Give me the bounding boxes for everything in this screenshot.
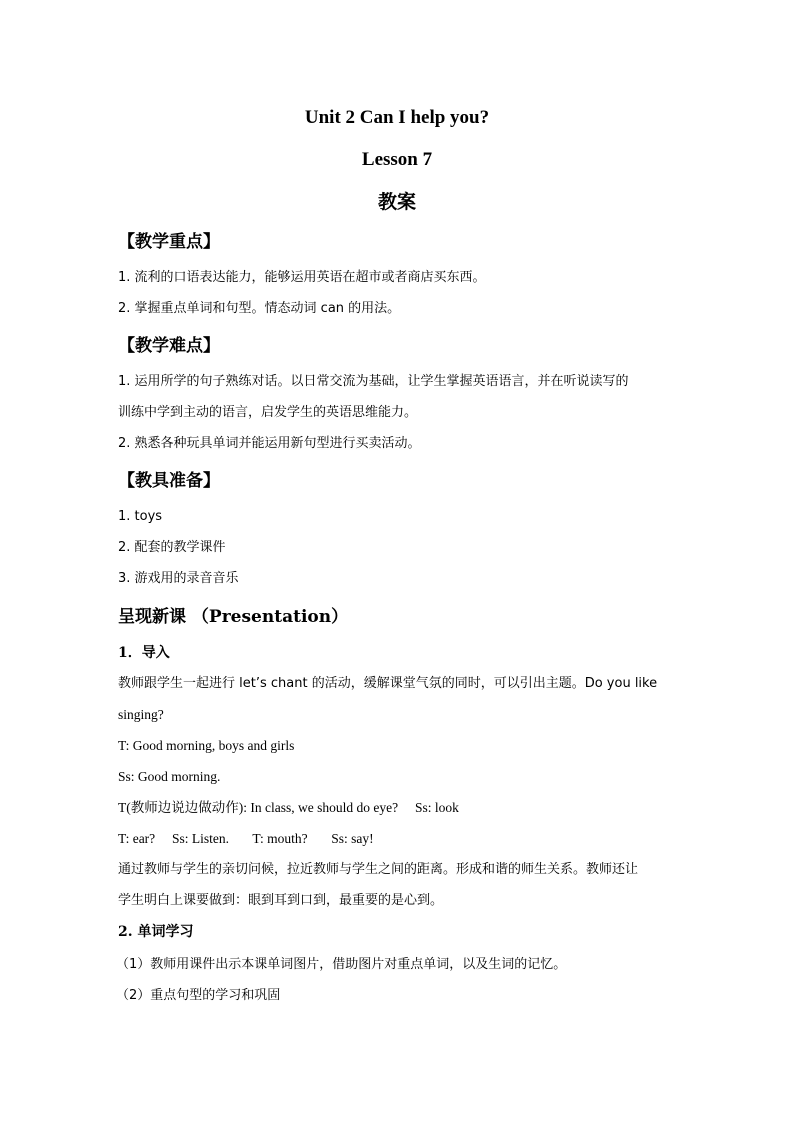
step2-line-2: （2）重点句型的学习和巩固 [116, 988, 281, 1003]
material-1: 1. toys [118, 509, 163, 524]
section-heading-materials: 【教具准备】 [118, 471, 220, 491]
material-2: 2. 配套的教学课件 [118, 540, 226, 555]
difficulty-1-line-2: 训练中学到主动的语言，启发学生的英语思维能力。 [118, 405, 418, 420]
material-3: 3. 游戏用的录音音乐 [118, 571, 239, 586]
doc-type-title: 教案 [377, 191, 416, 213]
step2-line-1: （1）教师用课件出示本课单词图片，借助图片对重点单词，以及生词的记忆。 [116, 957, 567, 972]
step1-line-6: T: ear? Ss: Listen. T: mouth? Ss: say! [118, 831, 374, 846]
step1-line-1: 教师跟学生一起进行 let’s chant 的活动，缓解课堂气氛的同时，可以引出主题。Do you like [118, 676, 658, 691]
step1-line-4: Ss: Good morning. [118, 769, 221, 784]
step1-heading: 1．导入 [118, 645, 170, 661]
step1-line-7: 通过教师与学生的亲切问候，拉近教师与学生之间的距离。形成和谐的师生关系。教师还让 [118, 862, 639, 877]
step1-line-3: T: Good morning, boys and girls [118, 738, 295, 753]
section-heading-difficulties: 【教学难点】 [118, 336, 220, 356]
section-heading-key-points: 【教学重点】 [118, 232, 220, 252]
step1-line-5: T(教师边说边做动作): In class, we should do eye? Ss: look [118, 800, 459, 815]
step2-heading: 2. 单词学习 [118, 924, 194, 940]
section-heading-presentation: 呈现新课 （Presentation） [118, 607, 349, 627]
key-point-2: 2. 掌握重点单词和句型。情态动词 can 的用法。 [118, 301, 401, 316]
lesson-title: Lesson 7 [361, 149, 433, 170]
difficulty-2: 2. 熟悉各种玩具单词并能运用新句型进行买卖活动。 [118, 436, 421, 451]
unit-title: Unit 2 Can I help you? [304, 107, 490, 128]
difficulty-1-line-1: 1. 运用所学的句子熟练对话。以日常交流为基础，让学生掌握英语语言，并在听说读写的 [118, 374, 629, 389]
step1-line-8: 学生明白上课要做到：眼到耳到口到，最重要的是心到。 [118, 893, 444, 908]
key-point-1: 1. 流利的口语表达能力，能够运用英语在超市或者商店买东西。 [118, 270, 486, 285]
step1-line-2: singing? [118, 707, 164, 722]
